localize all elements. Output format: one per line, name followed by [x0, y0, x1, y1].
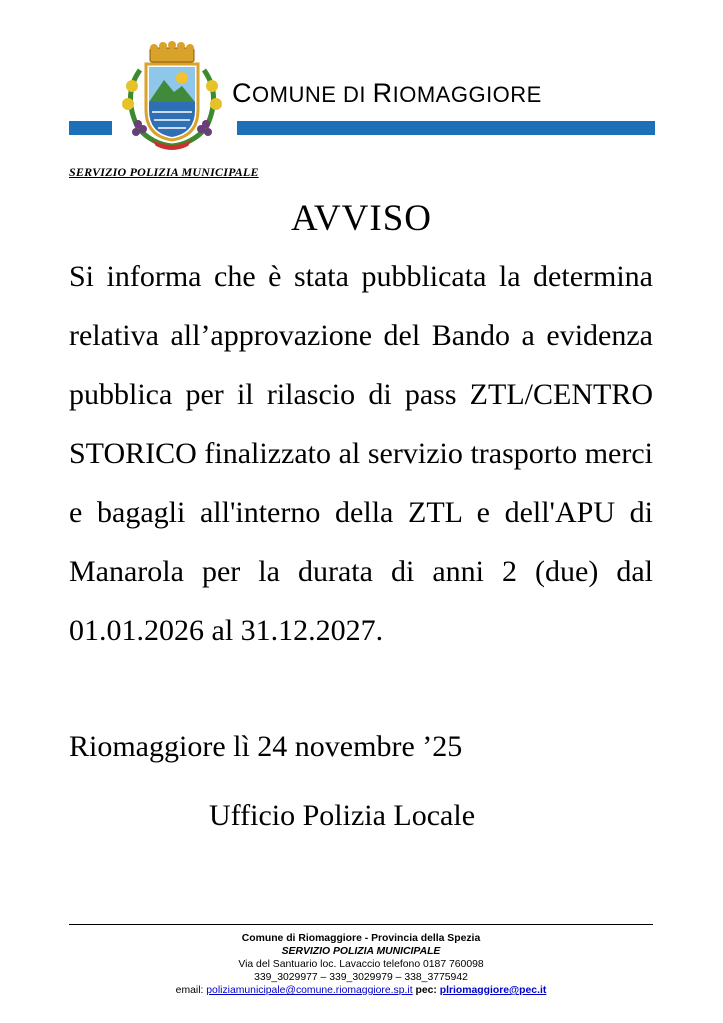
municipal-crest-icon [116, 40, 228, 152]
municipality-title: COMUNE DI RIOMAGGIORE [232, 78, 542, 108]
footer-contacts: email: poliziamunicipale@comune.riomaggiore.sp.it pec: plriomaggiore@pec.it [175, 985, 547, 996]
signature-office: Ufficio Polizia Locale [209, 799, 476, 832]
notice-title: AVVISO [290, 198, 432, 239]
footer-line-1: Comune di Riomaggiore - Provincia della Spezia [241, 933, 481, 944]
service-heading: SERVIZIO POLIZIA MUNICIPALE [69, 165, 259, 179]
pec-link[interactable]: plriomaggiore@pec.it [439, 985, 547, 996]
place-date: Riomaggiore lì 24 novembre ’25 [69, 730, 463, 763]
notice-body [69, 247, 653, 660]
footer-line-2: SERVIZIO POLIZIA MUNICIPALE [281, 946, 441, 957]
header-bar-right [237, 121, 655, 135]
notice-body-text: Si informa che è stata pubblicata la determina relativa all’approvazione del Bando a evidenza pubblica per il rilascio di pass ZTL/CENTRO STORICO finalizzato al servizio trasporto merci e bagagli all'interno della ZTL e dell'APU di Manarola per la durata di anni 2 (due) dal 01.01.2026 al 31.12.2027. [69, 260, 653, 647]
email-link[interactable]: poliziamunicipale@comune.riomaggiore.sp.it [206, 985, 413, 996]
header-bar-left [69, 121, 112, 135]
footer [69, 932, 653, 997]
footer-divider [69, 924, 653, 925]
footer-line-3: Via del Santuario loc. Lavaccio telefono 0187 760098 [238, 959, 484, 970]
footer-line-4: 339_3029977 – 339_3029979 – 338_3775942 [254, 972, 468, 983]
